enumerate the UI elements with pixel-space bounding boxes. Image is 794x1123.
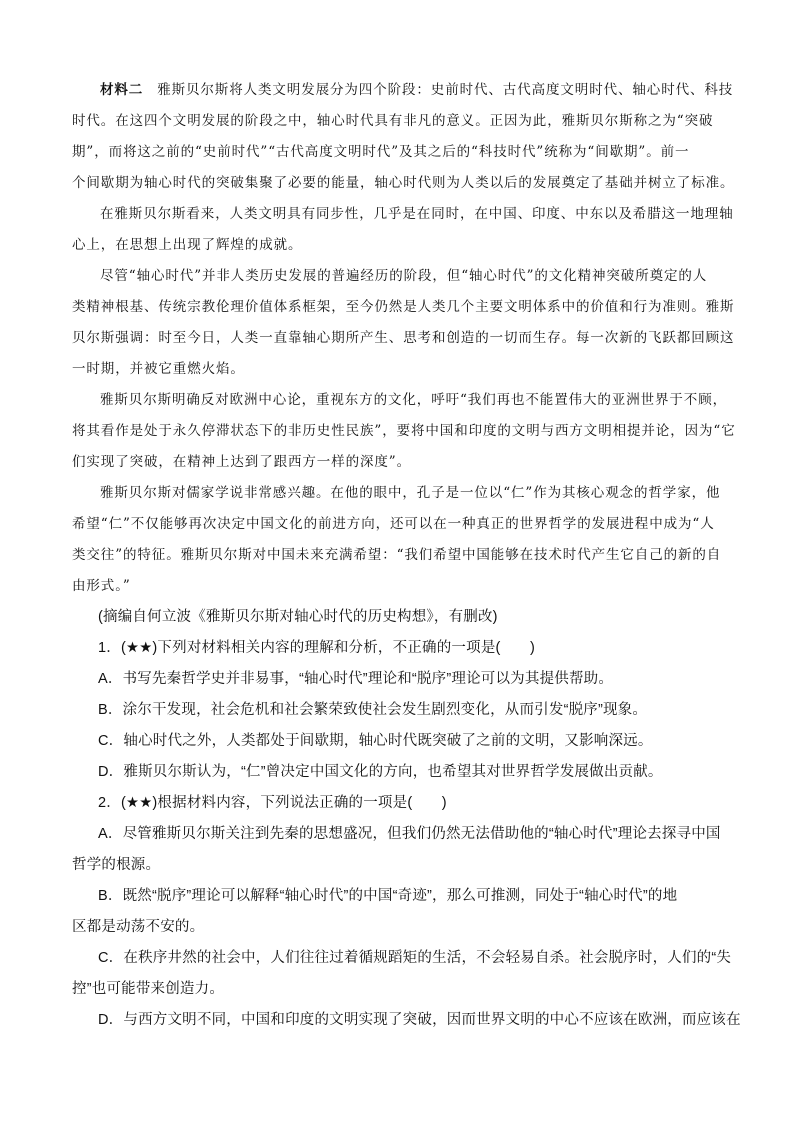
option-line: 控”也可能带来创造力。: [72, 981, 225, 997]
paragraph-line: 心上，在思想上出现了辉煌的成就。: [72, 237, 303, 253]
paragraph-line: 雅斯贝尔斯对儒家学说非常感兴趣。在他的眼中，孔子是一位以“仁”作为其核心观念的哲学家，他: [100, 485, 721, 501]
paragraph-line: 由形式。”: [72, 578, 131, 594]
paragraph-line: 雅斯贝尔斯明确反对欧洲中心论，重视东方的文化，呼吁“我们再也不能置伟大的亚洲世界于不顾，: [100, 392, 727, 408]
paragraph-line: 在雅斯贝尔斯看来，人类文明具有同步性，几乎是在同时，在中国、印度、中东以及希腊这一地理轴: [100, 206, 734, 222]
option-b[interactable]: [72, 881, 724, 943]
question-two: [72, 788, 741, 1036]
material-label: 材料二: [100, 82, 144, 98]
paragraph-line: 时代。在这四个文明发展的阶段之中，轴心时代具有非凡的意义。正因为此，雅斯贝尔斯称之为“突破: [72, 113, 714, 129]
page-content: [72, 75, 741, 1036]
paragraph-line: 个间歇期为轴心时代的突破集聚了必要的能量，轴心时代则为人类以后的发展奠定了基础并树立了标准。: [72, 175, 735, 191]
option-line: C．在秩序井然的社会中，人们往往过着循规蹈矩的生活，不会轻易自杀。社会脱序时，人们的“失: [98, 950, 732, 966]
option-a[interactable]: A．书写先秦哲学史并非易事，“轴心时代”理论和“脱序”理论可以为其提供帮助。: [98, 671, 614, 687]
option-d[interactable]: D．雅斯贝尔斯认为，“仁”曾决定中国文化的方向，也希望其对世界哲学发展做出贡献。: [98, 764, 663, 780]
paragraph-line: 一时期，并被它重燃火焰。: [72, 361, 245, 377]
option-b[interactable]: B．涂尔干发现，社会危机和社会繁荣致使社会发生剧烈变化，从而引发“脱序”现象。: [98, 702, 648, 718]
paragraph-line: 类交往”的特征。雅斯贝尔斯对中国未来充满希望：“我们希望中国能够在技术时代产生它自己的新的自: [72, 547, 722, 563]
option-line: A．尽管雅斯贝尔斯关注到先秦的思想盛况，但我们仍然无法借助他的“轴心时代”理论去探寻中国: [98, 826, 721, 842]
paragraph-line: 类精神根基、传统宗教伦理价值体系框架，至今仍然是人类几个主要文明体系中的价值和行为准则。雅斯: [72, 299, 735, 315]
option-c[interactable]: [72, 943, 732, 1005]
option-line: D．与西方文明不同，中国和印度的文明实现了突破，因而世界文明的中心不应该在欧洲，而应该在: [98, 1012, 741, 1028]
option-line: B．既然“脱序”理论可以解释“轴心时代”的中国“奇迹”，那么可推测，同处于“轴心时代”的地: [98, 888, 678, 904]
question-stem: 1．(★★)下列对材料相关内容的理解和分析，不正确的一项是( ): [98, 640, 535, 656]
question-one: [72, 633, 724, 788]
paragraph-line: 材料二 雅斯贝尔斯将人类文明发展分为四个阶段：史前时代、古代高度文明时代、轴心时代、科技: [100, 82, 734, 98]
question-stem: 2．(★★)根据材料内容，下列说法正确的一项是( ): [98, 795, 447, 811]
option-d[interactable]: [72, 1005, 741, 1036]
option-line: 哲学的根源。: [72, 857, 161, 873]
paragraph-line: 将其看作是处于永久停滞状态下的非历史性民族”，要将中国和印度的文明与西方文明相提并论，因为“它: [72, 423, 736, 439]
paragraph-line: 尽管“轴心时代”并非人类历史发展的普遍经历的阶段，但“轴心时代”的文化精神突破所奠定的人: [100, 268, 708, 284]
paragraph-line: 贝尔斯强调：时至今日，人类一直靠轴心期所产生、思考和创造的一切而生存。每一次新的飞跃都回顾这: [72, 330, 735, 346]
material-two-section: [72, 75, 736, 633]
option-a[interactable]: [72, 819, 724, 881]
paragraph-line: 期”，而将这之前的“史前时代”“古代高度文明时代”及其之后的“科技时代”统称为“间歇期”。前一: [72, 144, 690, 160]
option-c[interactable]: C．轴心时代之外，人类都处于间歇期，轴心时代既突破了之前的文明，又影响深远。: [98, 733, 653, 749]
paragraph-line: 希望“仁”不仅能够再次决定中国文化的前进方向，还可以在一种真正的世界哲学的发展进程中成为“人: [72, 516, 715, 532]
paragraph-line: 们实现了突破，在精神上达到了跟西方一样的深度”。: [72, 454, 412, 470]
option-line: 区都是动荡不安的。: [72, 919, 205, 935]
source-citation: (摘编自何立波《雅斯贝尔斯对轴心时代的历史构想》，有删改): [98, 609, 498, 625]
